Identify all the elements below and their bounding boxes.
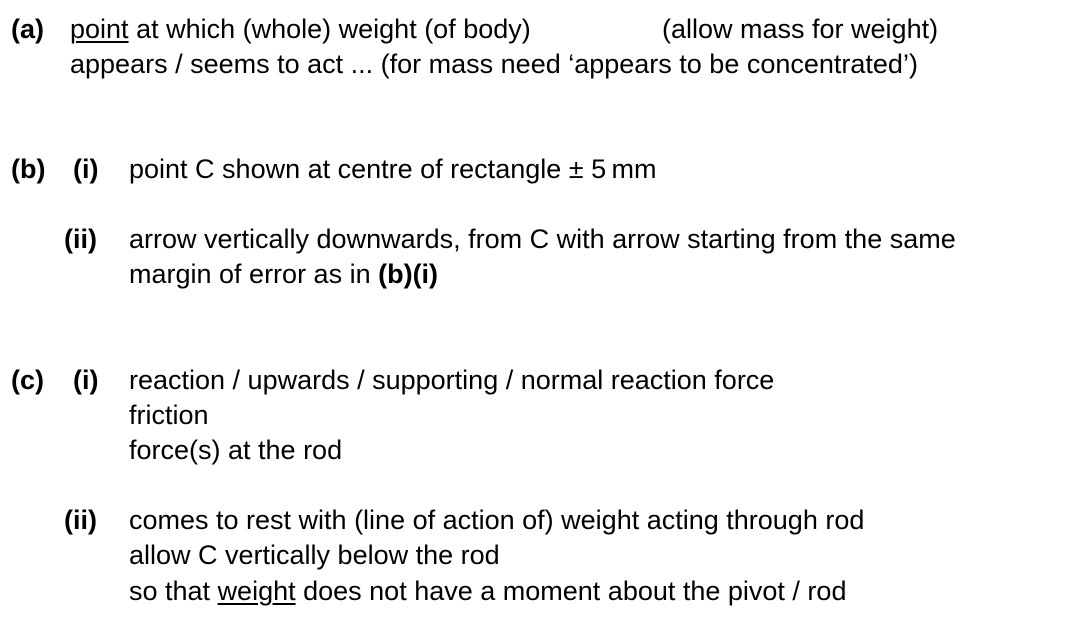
part-c-ii-line-3-text: does not have a moment about the pivot / rod xyxy=(295,576,847,606)
part-a-note: (allow mass for weight) xyxy=(662,14,939,44)
part-c-i-line-1: reaction / upwards / supporting / normal reaction force xyxy=(129,365,775,395)
part-a-underlined-term: point xyxy=(70,14,129,44)
part-b-ii-cross-reference: (b)(i) xyxy=(378,259,439,289)
part-c-ii-line-3-prefix: so that xyxy=(129,576,218,606)
part-c-ii-line-2: allow C vertically below the rod xyxy=(129,540,500,570)
part-b-label: (b) xyxy=(11,154,46,184)
part-b-ii-line-1: arrow vertically downwards, from C with arrow starting from the same xyxy=(129,224,956,254)
part-a-line-1-text: at which (whole) weight (of body) xyxy=(128,14,531,44)
part-c-ii-label: (ii) xyxy=(64,505,97,535)
part-b-ii-line-2-text: margin of error as in xyxy=(129,259,379,289)
part-c-i-line-3: force(s) at the rod xyxy=(129,435,343,465)
part-c-i-line-2: friction xyxy=(129,400,209,430)
part-a-line-2: appears / seems to act ... (for mass need ‘appears to be concentrated’) xyxy=(70,49,918,79)
part-b-i-line-1: point C shown at centre of rectangle ± 5 mm xyxy=(129,154,657,184)
part-b-ii-line-2 xyxy=(129,257,438,292)
part-c-ii-line-3 xyxy=(129,574,846,609)
part-c-label: (c) xyxy=(11,365,44,395)
part-c-ii-line-1: comes to rest with (line of action of) weight acting through rod xyxy=(129,505,865,535)
part-a-label: (a) xyxy=(11,14,44,44)
part-b-ii-label: (ii) xyxy=(64,224,97,254)
part-c-ii-underlined-term: weight xyxy=(217,576,296,606)
part-c-i-label: (i) xyxy=(73,365,99,395)
part-a-line-1 xyxy=(70,12,531,47)
part-b-i-label: (i) xyxy=(73,154,99,184)
